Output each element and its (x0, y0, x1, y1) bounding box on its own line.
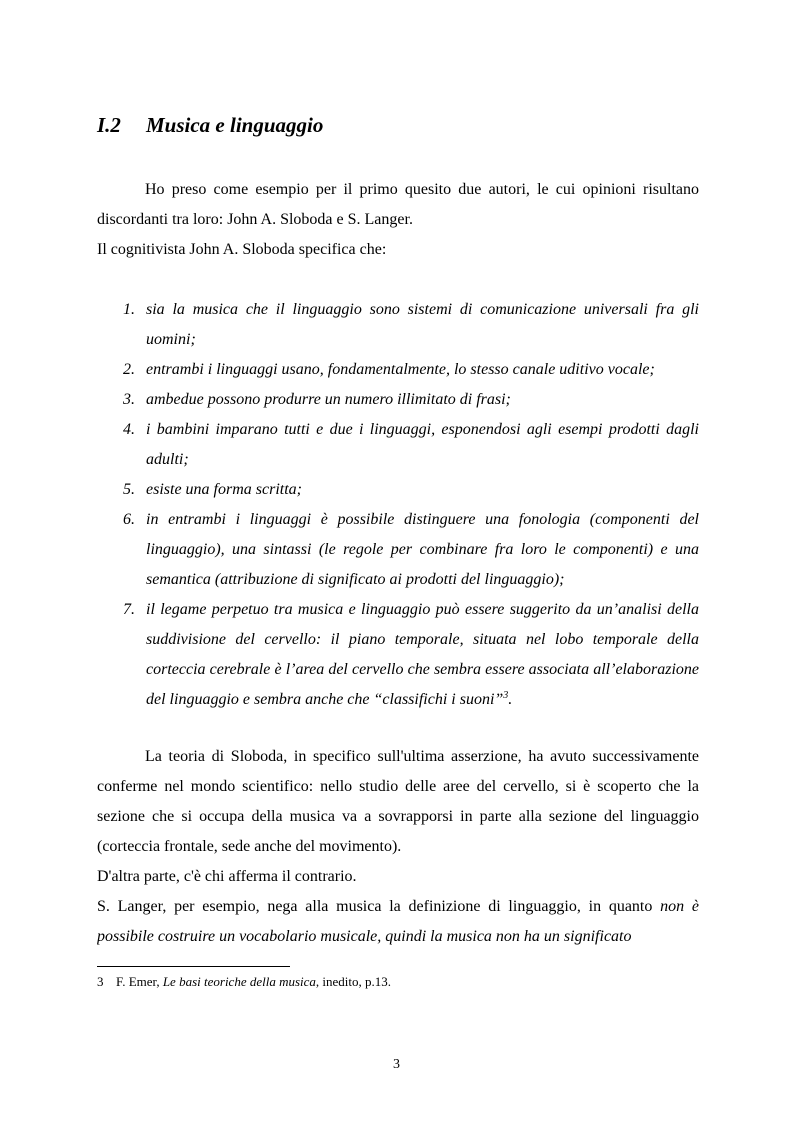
list-item-text: sia la musica che il linguaggio sono sistemi di comunicazione universali fra gli uomini; (146, 301, 699, 348)
body-line: D'altra parte, c'è chi afferma il contrario. (97, 868, 357, 885)
list-marker: 6. (123, 511, 135, 528)
list-item (97, 295, 699, 355)
section-title: Musica e linguaggio (146, 113, 324, 137)
list-item (97, 415, 699, 475)
footnote-title: Le basi teoriche della musica (162, 974, 316, 989)
footnote-reference: 3 (503, 690, 509, 701)
footnote-divider (97, 966, 290, 967)
langer-paragraph (97, 892, 699, 952)
list-item (97, 595, 699, 715)
body-paragraph: La teoria di Sloboda, in specifico sull'ultima asserzione, ha avuto successivamente conferme nel mondo scientifico: nello studio delle aree del cervello, si è scoperto che la sezione che si occupa della musica va a sovrapporsi in parte alla sezione del linguaggio (corteccia frontale, sede anche del movimento). (97, 748, 699, 855)
list-marker: 7. (123, 601, 135, 618)
list-item-text: ambedue possono produrre un numero illimitato di frasi; (146, 391, 511, 408)
sloboda-list (97, 295, 699, 715)
list-item (97, 505, 699, 595)
list-marker: 3. (123, 391, 135, 408)
list-item-text: entrambi i linguaggi usano, fondamentalmente, lo stesso canale uditivo vocale; (146, 361, 655, 378)
intro-line: Il cognitivista John A. Sloboda specifica che: (97, 241, 387, 258)
list-marker: 1. (123, 301, 135, 318)
list-item-text: in entrambi i linguaggi è possibile distinguere una fonologia (componenti del linguaggio), una sintassi (le regole per combinare fra loro le componenti) e una semantica (attribuzione di significato ai prodotti del linguaggio); (146, 511, 699, 588)
list-marker: 5. (123, 481, 135, 498)
section-number: I.2 (97, 113, 121, 137)
page-number: 3 (393, 1057, 400, 1072)
list-item-tail: . (508, 691, 513, 708)
langer-text: S. Langer, per esempio, nega alla musica la definizione di linguaggio, in quanto (97, 898, 661, 915)
list-item (97, 475, 699, 505)
list-item (97, 385, 699, 415)
langer-italic-text: non è possibile costruire un vocabolario musicale, quindi la musica non ha un significato (97, 898, 699, 945)
section-heading (97, 113, 323, 138)
intro-paragraph: Ho preso come esempio per il primo quesito due autori, le cui opinioni risultano discordanti tra loro: John A. Sloboda e S. Langer. (97, 181, 699, 228)
footnote-number: 3 (97, 974, 104, 989)
footnote-rest: , inedito, p.13. (315, 974, 392, 989)
list-marker: 2. (123, 361, 135, 378)
list-item-text: esiste una forma scritta; (146, 481, 302, 498)
list-item (97, 355, 699, 385)
list-item-text: i bambini imparano tutti e due i linguaggi, esponendosi agli esempi prodotti dagli adulti; (146, 421, 699, 468)
list-item-text: il legame perpetuo tra musica e linguaggio può essere suggerito da un’analisi della suddivisione del cervello: il piano temporale, situata nel lobo temporale della corteccia cerebrale è l’area del cervello che sembra essere associata all’elaborazione del linguaggio e sembra anche che “classifichi i suoni” (146, 601, 699, 708)
footnote-author: F. Emer, (116, 974, 163, 989)
list-marker: 4. (123, 421, 135, 438)
footnote (97, 974, 391, 990)
